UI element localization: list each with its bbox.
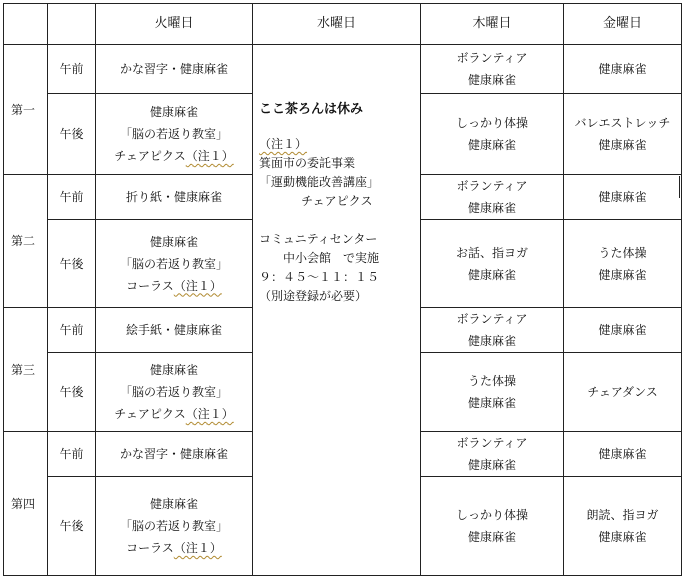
cell-line: 健康麻雀 <box>467 267 516 282</box>
thursday-cell <box>421 477 564 576</box>
spacer <box>259 211 420 230</box>
friday-cell <box>564 45 682 94</box>
cell-line: 健康麻雀 <box>598 138 647 152</box>
period-label: 午後 <box>48 94 96 175</box>
note-ref: （注１） <box>259 137 308 151</box>
tuesday-cell <box>96 432 253 477</box>
cell-line: チェアダンス <box>587 385 658 399</box>
cell-line-with-note <box>96 275 252 297</box>
wed-line: ９：４５～１１：１５ <box>259 270 380 284</box>
friday-cell <box>564 432 682 477</box>
friday-cell <box>564 353 682 432</box>
period-label: 午前 <box>48 175 96 220</box>
friday-cell <box>564 94 682 175</box>
cell-line: 健康麻雀 <box>598 447 647 461</box>
wednesday-notice <box>253 45 420 306</box>
cell-line: 健康麻雀 <box>149 497 198 511</box>
cell-line: 「脳の若返り教室」 <box>119 519 228 533</box>
note-ref: （注１） <box>173 541 222 555</box>
thursday-cell <box>421 45 564 94</box>
cell-line: かな習字・健康麻雀 <box>119 62 228 76</box>
cell-line: コーラス <box>126 541 174 555</box>
cell-line: 絵手紙・健康麻雀 <box>125 323 222 337</box>
cell-line: 健康麻雀 <box>598 323 647 337</box>
cell-line: うた体操 <box>467 374 516 388</box>
cell-line: コーラス <box>126 278 174 293</box>
tuesday-cell <box>96 45 253 94</box>
edge-mark <box>679 176 680 198</box>
cell-line: お話、指ヨガ <box>455 245 528 260</box>
cell-line: ボランティア <box>456 51 528 65</box>
tuesday-cell <box>96 94 253 175</box>
cell-line: 健康麻雀 <box>467 334 516 348</box>
cell-line: 「脳の若返り教室」 <box>119 385 228 399</box>
schedule-row <box>4 45 682 94</box>
cell-line: 折り紙・健康麻雀 <box>125 190 222 204</box>
cell-line: 健康麻雀 <box>149 234 198 249</box>
wednesday-cell <box>253 45 421 576</box>
friday-cell <box>564 308 682 353</box>
thursday-cell <box>421 220 564 308</box>
cell-line: しっかり体操 <box>455 116 528 130</box>
cell-line-with-note <box>96 403 252 425</box>
cell-line: かな習字・健康麻雀 <box>119 447 228 461</box>
cell-line: 健康麻雀 <box>149 363 198 377</box>
note-ref: （注１） <box>185 149 234 163</box>
weekly-schedule-table <box>3 3 682 576</box>
cell-line: 健康麻雀 <box>598 530 647 544</box>
period-label: 午後 <box>48 220 96 308</box>
cell-line: チェアピクス <box>114 407 186 421</box>
thursday-cell <box>421 94 564 175</box>
note-ref: （注１） <box>173 278 222 293</box>
wed-line: コミュニティセンター <box>259 232 378 246</box>
period-label: 午前 <box>48 432 96 477</box>
corner-cell <box>4 4 48 45</box>
cell-line-with-note <box>96 537 252 559</box>
blank-header-cell <box>48 4 96 45</box>
friday-cell <box>564 477 682 576</box>
week-label: 第一 <box>4 45 48 175</box>
cell-line-with-note <box>96 145 252 167</box>
cell-line: 健康麻雀 <box>467 201 516 215</box>
friday-cell <box>564 220 682 308</box>
cell-line: 健康麻雀 <box>467 396 516 410</box>
cell-line: ボランティア <box>456 179 528 193</box>
week-label: 第二 <box>4 175 48 308</box>
cell-line: バレエストレッチ <box>574 116 671 130</box>
week-label: 第三 <box>4 308 48 432</box>
tuesday-cell <box>96 220 253 308</box>
cell-line: ボランティア <box>456 312 528 326</box>
tuesday-cell <box>96 308 253 353</box>
cell-line: うた体操 <box>598 245 647 260</box>
thursday-cell <box>421 353 564 432</box>
cell-line: 健康麻雀 <box>598 62 647 76</box>
period-label: 午後 <box>48 477 96 576</box>
wed-line: チェアピクス <box>301 194 373 208</box>
thursday-cell <box>421 432 564 477</box>
wed-line: 「運動機能改善講座」 <box>259 175 380 189</box>
day-header-tue: 火曜日 <box>96 4 253 45</box>
friday-cell <box>564 175 682 220</box>
cell-line: チェアピクス <box>114 149 186 163</box>
tuesday-cell <box>96 477 253 576</box>
cell-line: 「脳の若返り教室」 <box>119 256 228 271</box>
wed-line: 中小会館 で実施 <box>283 251 380 265</box>
cell-line: しっかり体操 <box>455 508 528 522</box>
wed-line: 箕面市の委託事業 <box>259 156 356 170</box>
tuesday-cell <box>96 175 253 220</box>
header-row <box>4 4 682 45</box>
period-label: 午前 <box>48 45 96 94</box>
cell-line: ボランティア <box>456 436 528 450</box>
day-header-wed: 水曜日 <box>253 4 421 45</box>
day-header-thu: 木曜日 <box>421 4 564 45</box>
week-label: 第四 <box>4 432 48 576</box>
cell-line: 朗読、指ヨガ <box>586 508 659 522</box>
period-label: 午後 <box>48 353 96 432</box>
day-header-fri: 金曜日 <box>564 4 682 45</box>
closed-notice: ここ茶ろんは休み <box>259 102 364 117</box>
cell-line: 健康麻雀 <box>598 267 647 282</box>
thursday-cell <box>421 175 564 220</box>
cell-line: 健康麻雀 <box>467 138 516 152</box>
tuesday-cell <box>96 353 253 432</box>
cell-line: 健康麻雀 <box>467 458 516 472</box>
cell-line: 「脳の若返り教室」 <box>119 127 228 141</box>
cell-line: 健康麻雀 <box>149 105 198 119</box>
thursday-cell <box>421 308 564 353</box>
cell-line: 健康麻雀 <box>467 530 516 544</box>
wed-line: （別途登録が必要） <box>259 289 368 303</box>
period-label: 午前 <box>48 308 96 353</box>
cell-line: 健康麻雀 <box>598 190 647 204</box>
note-ref: （注１） <box>185 407 234 421</box>
cell-line: 健康麻雀 <box>467 73 516 87</box>
